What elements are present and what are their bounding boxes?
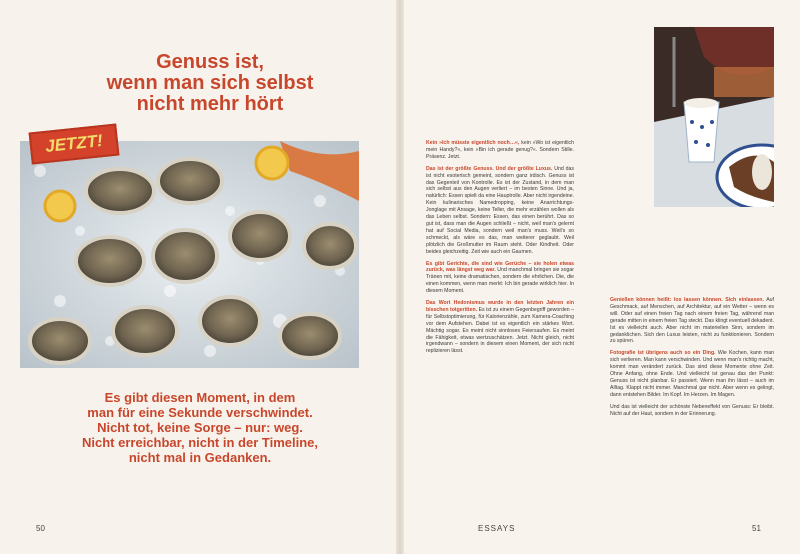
lead-line: Es gibt diesen Moment, in dem xyxy=(104,390,296,405)
section-label: ESSAYS xyxy=(478,524,516,533)
paragraph: Das ist der größte Genuss. Und der größte Luxus. Und das ist nicht esoterisch gemeint, sondern ganz irdisch. Genuss ist das Gegenteil von Kontrolle. Es ist der Zustand, in dem man sich selbst aus den Augen verliert – im besten Sinne. Und ja, natürlich: Essen spielt da eine Hauptrolle. Aber nicht irgendeine. Kein kulinarisches Namedropping, keine Anarrichtungs-Jonglage mit Ansage, keine Teller, die mehr erzählen wollen als das Leben selbst. Sondern: Essen, das einen berührt. Das so gut ist, dass man die Augen schließt – nicht, weil man's gelernt hat auf Social Media, sondern weil man's muss. Weil's so schmeckt, als wäre es das, man weiterer geglaubt. Weil plötzlich die Großmutter im Raum steht. Oder Kindheit. Oder beides gleichzeitig. Zeit wie auch ein Gaumen. xyxy=(426,165,574,255)
headline-line: nicht mehr hört xyxy=(136,93,284,115)
coffee-illustration xyxy=(654,27,774,207)
lead-line: Nicht erreichbar, nicht in der Timeline, xyxy=(82,435,318,450)
paragraph: Das Wort Hedonismus wurde in den letzten Jahren ein bisschen totgeritten. Es ist zu einem Gegenbegriff geworden – für Selbstoptimierung, für Kalorienzähle, zum Kamera-Coaching vor dem Aufstehen. Dabei ist es eigentlich ein stärkes Wort. Mächtig sogar. Es meint nicht sinnloses Feiersaufen. Es meint die Fähigkeit, etwas wertzuschätzen. Jetzt. Nicht gleich, nicht irgendwann – sondern in diesem einen Moment, der sich nicht replizieren lässt. xyxy=(426,300,574,355)
coffee-photo xyxy=(654,27,774,207)
text-column-a xyxy=(426,140,574,360)
page-number-right: 51 xyxy=(752,524,761,533)
headline xyxy=(60,52,360,115)
headline-line: wenn man sich selbst xyxy=(106,72,314,94)
lead-line: nicht mal in Gedanken. xyxy=(128,450,272,465)
lead-line: Nicht tot, keine Sorge – nur: weg. xyxy=(97,420,303,435)
text-column-b xyxy=(610,297,774,423)
page-number-left: 50 xyxy=(36,524,45,533)
headline-line: Genuss ist, xyxy=(156,51,264,73)
paragraph: Kein »Ich müsste eigentlich noch…«, kein »Wo ist eigentlich mein Handy?«, kein »Bin ich gerade genug?«. Sondern Stille. Präsenz. Jetzt. xyxy=(426,140,574,160)
oyster-photo xyxy=(20,141,359,368)
oyster-illustration xyxy=(20,141,359,368)
book-spine xyxy=(396,0,404,554)
paragraph: Und das ist vielleicht der schönste Nebeneffekt von Genuss: Er bleibt. Nicht auf der Haut, sondern in der Erinnerung. xyxy=(610,403,774,417)
lead-line: man für eine Sekunde verschwindet. xyxy=(87,405,313,420)
lead-paragraph xyxy=(40,390,360,465)
paragraph: Es gibt Gerichte, die sind wie Gerüche – sie holen etwas zurück, was längst weg war. Und manchmal bringen sie sogar Tränen mit, keine dramatischen, sondern die ehrlichen. Die, die einen kommen, wenn man merkt: Ich bin gerade wirklich hier. In diesem Moment. xyxy=(426,260,574,295)
paragraph: Fotografie ist übrigens auch so ein Ding. Wie Kochen, kann man sich verlieren. Man kann verschwinden. Und wenn man's richtig macht, kommt man verändert zurück. Das sind diese Momente ohne Zeit. Ohne Anfang, ohne Ende. Und vielleicht ist genau das der Punkt: Genuss ist nicht planbar. Er passiert. Wenn man ihn lässt – auch im Alltag. Klappt nicht immer. Manchmal gar nicht. Aber wenn es gelingt, dann entstehen Bilder. Im Kopf. Im Herzen. Im Magen. xyxy=(610,350,774,398)
jetzt-stamp: JETZT! xyxy=(29,123,120,164)
paragraph: Genießen können heißt: los lassen können. Sich einlassen. Auf Geschmack, auf Menschen, auf Architektur, auf ein Wetter – wenn es will. Oder auf einen freien Tag nach einem freien Tag, während man gerade mitten in einem freien Tag steckt. Das klingt eventuell dekadent. Ist es vielleicht auch. Aber nicht im materiellen Sinn, sondern im gedanklichen. Sich den Luxus leisten, nicht zu funktionieren. Sondern zu spüren. xyxy=(610,297,774,345)
